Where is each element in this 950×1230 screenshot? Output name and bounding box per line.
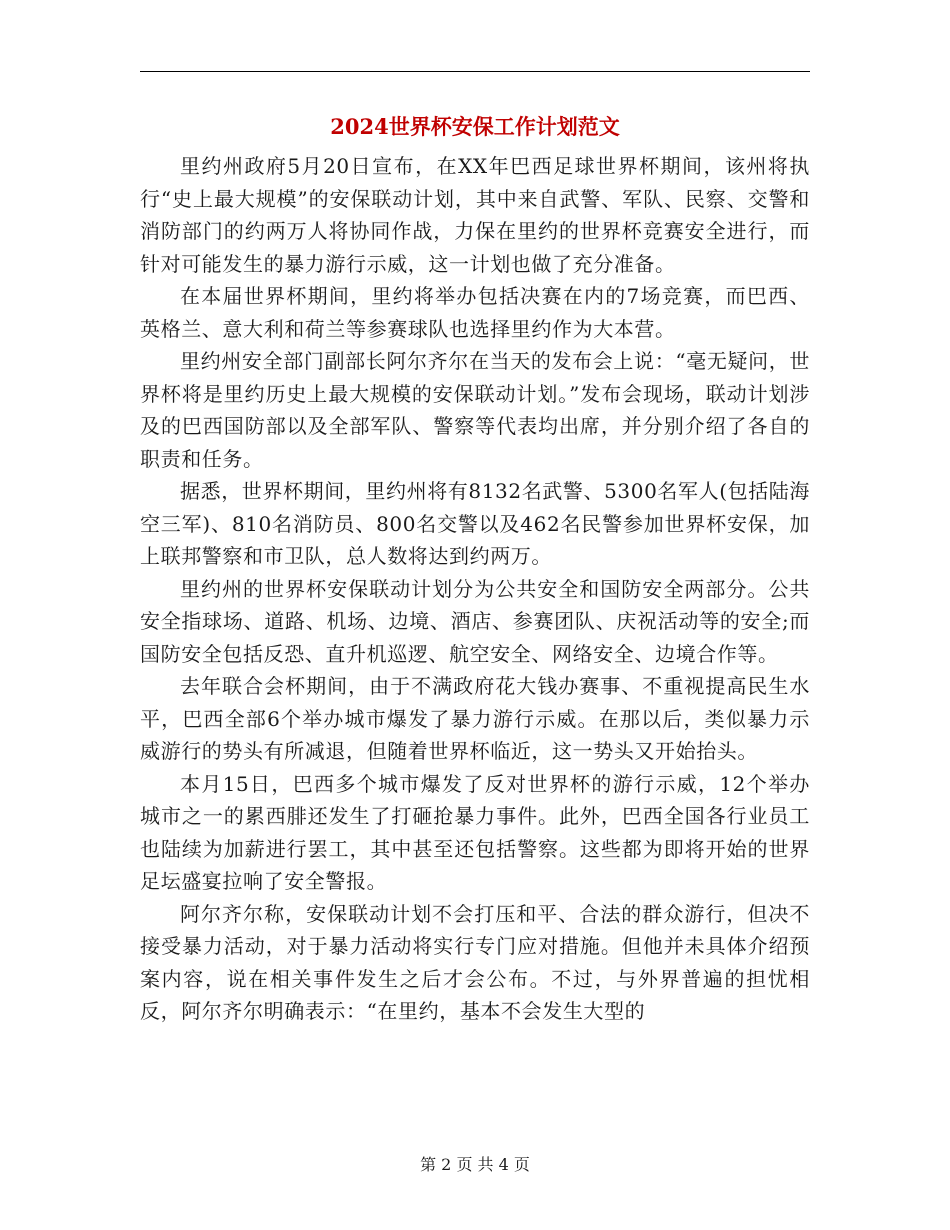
paragraph-1: 里约州政府5月20日宣布，在XX年巴西足球世界杯期间，该州将执行“史上最大规模”的安保联动计划，其中来自武警、军队、民察、交警和消防部门的约两万人将协同作战，力保在里约的世界杯竞赛安全进行，而针对可能发生的暴力游行示威，这一计划也做了充分准备。 <box>140 154 810 276</box>
header-rule <box>140 71 810 72</box>
document-body <box>140 150 810 1028</box>
paragraph-2: 在本届世界杯期间，里约将举办包括决赛在内的7场竞赛，而巴西、英格兰、意大利和荷兰等参赛球队也选择里约作为大本营。 <box>140 284 810 341</box>
paragraph-4: 据悉，世界杯期间，里约州将有8132名武警、5300名军人(包括陆海空三军)、810名消防员、800名交警以及462名民警参加世界杯安保，加上联邦警察和市卫队，总人数将达到约两万。 <box>140 479 810 568</box>
paragraph-3: 里约州安全部门副部长阿尔齐尔在当天的发布会上说：“毫无疑问，世界杯将是里约历史上最大规模的安保联动计划。”发布会现场，联动计划涉及的巴西国防部以及全部军队、警察等代表均出席，并分别介绍了各自的职责和任务。 <box>140 349 810 471</box>
paragraph-8: 阿尔齐尔称，安保联动计划不会打压和平、合法的群众游行，但决不接受暴力活动，对于暴力活动将实行专门应对措施。但他并未具体介绍预案内容，说在相关事件发生之后才会公布。不过，与外界普遍的担忧相反，阿尔齐尔明确表示：“在里约，基本不会发生大型的 <box>140 901 810 1023</box>
paragraph-5: 里约州的世界杯安保联动计划分为公共安全和国防安全两部分。公共安全指球场、道路、机场、边境、酒店、参赛团队、庆祝活动等的安全;而国防安全包括反恐、直升机巡逻、航空安全、网络安全、边境合作等。 <box>140 576 810 666</box>
page-footer <box>0 1152 950 1175</box>
paragraph-6: 去年联合会杯期间，由于不满政府花大钱办赛事、不重视提高民生水平，巴西全部6个举办城市爆发了暴力游行示威。在那以后，类似暴力示威游行的势头有所减退，但随着世界杯临近，这一势头又开始抬头。 <box>140 674 810 763</box>
paragraph-7: 本月15日，巴西多个城市爆发了反对世界杯的游行示威，12个举办城市之一的累西腓还发生了打砸抢暴力事件。此外，巴西全国各行业员工也陆续为加薪进行罢工，其中甚至还包括警察。这些都为即将开始的世界足坛盛宴拉响了安全警报。 <box>140 771 810 893</box>
page-number-label: 第 2 页 共 4 页 <box>420 1155 530 1174</box>
document-title: 2024世界杯安保工作计划范文 <box>330 114 620 139</box>
